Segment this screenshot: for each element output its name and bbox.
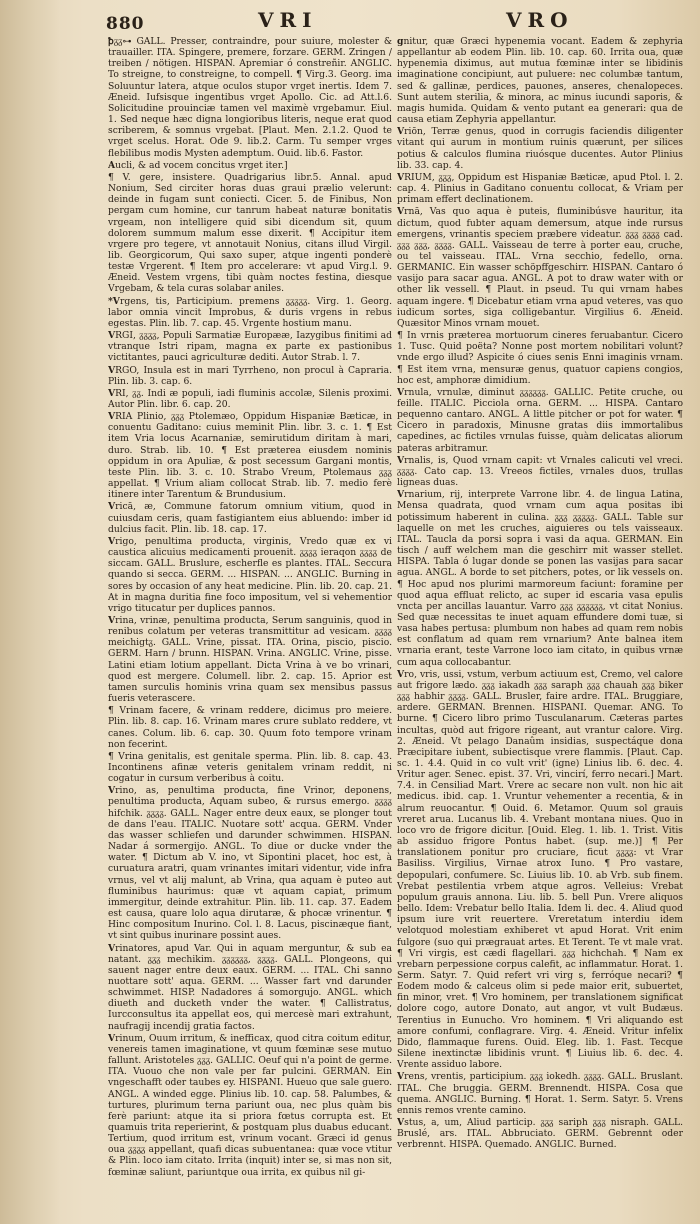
dictionary-entry: Vrina, vrinæ, penultima producta, Serum sanguinis, quod in renibus colatum per veteras transmittitur ad vesicam. ᵹᵹᵹᵹ meichigtᵹ. GALL. Vrine, pissat. ITA. Orina, piscio, piscio. GERM. Harn / brunn. HISPAN. Vrina. ANGLIC. Vrine, pisse. Latini etiam lotium appellant. Dicta Vrina à ve bo vrinari, quod est mergere. Columell. libr. 2. cap. 15. Aprior est tamen surculis hominis vrina quam sex mensibus passus fueris veterascere.: [108, 614, 392, 705]
dictionary-entry: ¶ Vrinam facere, & vrinam reddere, dicimus pro meiere. Plin. lib. 8. cap. 16. Vrinam mares crure sublato reddere, vt canes. Colum. lib. 6. cap. 30. Quum foto tempore vrinam non fecerint.: [108, 705, 392, 750]
dictionary-entry: Vrinatores, apud Var. Qui in aquam merguntur, & sub ea natant. ᵹᵹᵹ mechikim. ᵹᵹᵹᵹᵹᵹ, ᵹᵹᵹᵹ. GALL. Plongeons, qui sauent nager entre deux eaux. GERM. ... ITAL. Chi sanno nuottare sott' aqua. GERM. ... Wasser fart vnd darunder schwimmet. HISP. Nadadores á somorgujo. ANGL. which diueth and ducketh vnder the water. ¶ Callistratus, Iurcconsultus ita appellat eos, qui mercesè mari extrahunt, naufragij incendij gratia factos.: [108, 942, 392, 1032]
running-head-left: VRI: [258, 8, 318, 32]
dictionary-entry: Vriōn, Terræ genus, quod in corrugis faciendis diligenter vitant qui aurum in montium ruinis quærunt, per silices potius & calculos flumina riuósque ducentes. Autor Plinius lib. 33. cap. 4.: [397, 126, 683, 171]
right-column: [397, 36, 683, 1208]
dictionary-entry: Vrnalis, is, Quod vrnam capit: vt Vrnales calicuti vel vreci. ᵹᵹᵹᵹ. Cato cap. 13. Vreeos fictiles, vrnales duos, trullas ligneas duas.: [397, 454, 683, 489]
dictionary-entry: Vrnarium, rij, interprete Varrone libr. 4. de lingua Latina, Mensa quadrata, quod vrnam cum aqua positas ibi potissimum haberent in culina. ᵹᵹᵹ ᵹᵹᵹᵹᵹ. GALL. Table sur laquelle on met les cruches, aiguieres ou tels vaisseaux. ITAL. Taucla da porsi sopra i vasi da aqua. GERMAN. Ein tisch / auff welchem man die geschirr mit wasser stellet. HISPA. Tabla ó lugar donde se ponen las vasijas para sacar agua. ANGL. A borde to set pitchers, potes, or lik vessels on. ¶ Hoc apud nos plurimi marmoreum faciunt: foramine per quod aqua effluat relicto, ac super id escaria vasa epulis vncta per ancillas lauantur. Varro ᵹᵹᵹ ᵹᵹᵹᵹᵹᵹ, vt citat Nonius. Sed quæ necessitas te inuet aquam effundere domi tuæ, si vasa habes pertusa: plumbum non habes ad quam rem nobis est conflatum ad quam rem vrnarium? Ante balnea item vrnaria erant, teste Varrone loco iam citato, in quibus vrnæ cum aqua collocabantur.: [397, 489, 683, 668]
dictionary-entry: VRIUM, ᵹᵹᵹ, Oppidum est Hispaniæ Bæticæ, apud Ptol. l. 2. cap. 4. Plinius in Gaditano conuentu collocat, & Vriam per primam effert declinationem.: [397, 171, 683, 206]
dictionary-entry: Aucli, & ad vocem concitus vrget iter.]: [108, 159, 288, 171]
dictionary-entry: ¶ In vrnis præterea mortuorum cineres feruabantur. Cicero 1. Tusc. Quid poëta? Nonne post mortem nobilitari volunt? vnde ergo illud? Aspicite ó ciues senis Enni imaginis vrnam. ¶ Est item vrna, mensuræ genus, quatuor capiens congios, hoc est, amphoræ dimidium.: [397, 330, 683, 386]
dictionary-entry: Vricā, æ, Commune fatorum omnium vitium, quod in cuiusdam ceris, quam fastigiantem eius abluendo: imber id dulcius facit. Plin. lib. 18. cap. 17.: [108, 501, 392, 535]
dictionary-entry: Vrnā, Vas quo aqua è puteis, fluminibúsve hauritur, ita dictum, quod fubter aquam demersum, atque inde rursus emergens, vrinantis speciem præbere videatur. ᵹᵹᵹ ᵹᵹᵹᵹ cad. ᵹᵹᵹ ᵹᵹᵹ, ᵹᵹᵹᵹ. GALL. Vaisseau de terre à porter eau, cruche, ou tel vaisseau. ITAL. Vrna secchio, fedello, orna. GERMANIC. Ein wasser schöpffgeschirr. HISPAN. Cantaro ó vasijo para sacar agua. ANGL. A pot to draw water with or other lik vessell. ¶ Plaut. in pseud. Tu qui vrnam habes aquam ingere. ¶ Dicebatur etiam vrna apud veteres, vas quo iudicum sortes, siga colligebantur. Virgilius 6. Æneid. Quæsitor Minos vrnam mouet.: [397, 206, 683, 329]
dictionary-entry: ¶ V. gere, insistere. Quadrigarius libr.5. Annal. apud Nonium, Sed circiter horas duas graui prælio velerunt: deinde in fugam sunt coniecti. Cicer. 5. de Finibus, Non pergam cum homine, cur tanrum habeat naturæ bonitatis vrgeam, non intelligere quid sibi dicendum sit, quum dolorem summum malum esse dixerit. ¶ Accipitur item vrgere pro tegere, vt annotauit Nonius, citans illud Virgil. lib. Georgicorum, Qui saxo super, atque ingenti ponderè testæ Vrgerent. ¶ Item pro accelerare: vt apud Virg.l. 9. Æneid. Vestem vrgens, tibi quàm noctes festina, diesque Vrgebam, & tela curas solabar aniles.: [108, 171, 392, 295]
dictionary-entry: VRGO, Insula est in mari Tyrrheno, non procul à Capraria. Plin. lib. 3. cap. 6.: [108, 364, 392, 387]
dictionary-entry: ¶ Vrina genitalis, est genitale sperma. Plin. lib. 8. cap. 43. Incontinens afinæ veteris genitalem vrinam reddit, ni cogatur in cursum verberibus à coitu.: [108, 750, 392, 785]
page-header: [0, 0, 700, 40]
dictionary-entry: Vrnula, vrnulæ, diminut ᵹᵹᵹᵹᵹᵹ. GALLIC. Petite cruche, ou feille. ITALIC. Picciola orna. GERM. ... HISPA. Cantaro pequenno cantaro. ANGL. A little pitcher or pot for water. ¶ Cicero in paradoxis, Minusne gratas diis immortalibus capedines, ac fictiles vrnulas fuisse, quàm delicatas aliorum pateras arbitramur.: [397, 386, 683, 454]
dictionary-entry: Vro, vris, ussi, vstum, verbum actiuum est, Cremo, vel calore aut frigore lædo. ᵹᵹᵹ iakadh ᵹᵹᵹ saraph ᵹᵹᵹ chauah ᵹᵹᵹ biker ᵹᵹᵹ habhir ᵹᵹᵹᵹ. GALL. Brusler, faire ardre. ITAL. Bruggiare, ardere. GERMAN. Brennen. HISPANI. Quemar. ANG. To burne. ¶ Cicero libro primo Tusculanarum. Cæteras partes incultas, quòd aut frigore rigeant, aut vrantur calore. Virg. 2. Æneid. Vt pelago Danaûm insidias, suspectáque dona Præcipitare iubent, subiectisque vrere flammis. [Plaut. Cap. sc. 1. 4.4. Quid in co vult vrit' (igne) Linius lib. 6. dec. 4. Vritur ager. Senec. epist. 37. Vri, vincirí, ferro necari.] Mart. 7.4. in Censiliad Mart. Vrere ac secare non vult. non hic ait medicus. ibid. cap. 1. Vruntur vehementer a recentia, & in alrum reuocantur. ¶ Ouid. 6. Metamor. Quum sol grauis vreret arua. Lucanus lib. 4. Vrebant montana niues. Quo in loco vro de frigore dicitur. [Ouid. Eleg. 1. lib. 1. Trist. Vitis ab assiduo frigore Pontus habet. (sup. me.)] ¶ Per translationem ponitur pro cruciare, ficut ᵹᵹᵹᵹ: vt Vrar Basiliss. Virgilius, Virnae atrox Iuno. ¶ Pro vastare, depopulari, confumere. Sc. Liuius lib. 10. ab Vrb. sub finem. Vrebat pestilentia vrbem atque agros. Velleius: Vrebat populum grauis annona. Liu. lib. 5. bell Pun. Vrere aliquos bello. Idem: Vrebatur bello Italia. Idem li. dec. 4. Aliud quod ipsum iure vrit reuertere. Vreretatum interdiu idem velotquod molestiam exhiberet vt apud Horat. Vrit enim fulgore (suo qui prægrauat artes. Et Terent. Te vt male vrat. ¶ Vri virgis, est cædi flagellari. ᵹᵹᵹ hichchah. ¶ Nam ex vrebarn perpessione corpus calefit, ac inflammatur. Horat. 1. Serm. Satyr. 7. Quid refert vri virg s, ferróque necari? ¶ Eodem modo & calceus olim si pede maior erit, subuertet, fin minor, vret. ¶ Vro hominem, per translationem significat dolore cogo, autore Donato, aut angor, vt vult Budæus. Terentius in Eunucho. Vro hominem. ¶ Vri aliquando est amore confumi, conflagrare. Virg. 4. Æneid. Vritur infelix Dido, flammaque furens. Ouid. Eleg. lib. 1. Fast. Tecque Silene inextinctæ libidinis vrunt. ¶ Liuius lib. 6. dec. 4. Vrente assiduo labore.: [397, 668, 683, 1071]
dictionary-entry: VRIA Plinio, ᵹᵹᵹ Ptolemæo, Oppidum Hispaniæ Bæticæ, in conuentu Gaditano: cuius meminit Plin. libr. 3. c. 1. ¶ Est item Vria locus Acarnaniæ, semirutidum diritam à mari, duro. Strab. lib. 10. ¶ Est præterea eiusdem nominis oppidum in ora Apuliæ, & post secessum Gargani montis, teste Plin. lib. 3. c. 10. Strabo Vreum, Ptolemaus ᵹᵹᵹ appellat. ¶ Vrium aliam collocat Strab. lib. 7. medio ferè itinere inter Tarentum & Brundusium.: [108, 411, 392, 501]
running-head-right: VRO: [506, 8, 574, 32]
dictionary-entry: Vrigo, penultima producta, virginis, Vredo quæ ex vi caustica alicuius medicamenti prouenit. ᵹᵹᵹᵹ ieraqon ᵹᵹᵹᵹ de siccam. GALL. Bruslure, escherfle es plantes. ITAL. Seccura quando si secca. GERM. ... HISPAN. ... ANGLIC. Burning in sores by occasion of any heat medicine. Plin. lib. 20. cap. 21. At in magna duritia fine foco impositum, vel si vehementior vrigo titucatur per duplices pannos.: [108, 535, 392, 614]
dictionary-entry: *Vrgens, tis, Participium. premens ᵹᵹᵹᵹᵹ. Virg. 1. Georg. labor omnia vincit Improbus, & duris vrgens in rebus egestas. Plin. lib. 7. cap. 45. Vrgente hostium manu.: [108, 295, 392, 329]
dictionary-entry: ꝥᵹᵹ⊶ GALL. Presser, contraindre, pour suiure, molester & trauailler. ITA. Spingere, premere, forzare. GERM. Zringen / treiben / nötigen. HISPAN. Apremiar ó constreñir. ANGLIC. To streigne, to constreigne, to compell. ¶ Virg.3. Georg. ima Soluuntur latera, atque oculos stupor vrget inertis. Idem 7. Æneid. Iufsisque ingentibus vrget Apollo. Cic. ad Att.l.6. Solicitudine prouinciæ tamen vel maximè vrgebamur. Eiul. 1. Sed neque hæc digna longioribus literis, neque erat quod scriberem, & somnus vrgebat. [Plaut. Men. 2.1.2. Quod te vrget scelus. Horat. Ode 9. lib.2. Carm. Tu semper vrges flebilibus modis Mysten ademptum. Ouid. lib.6. Fastor.: [108, 36, 392, 159]
dictionary-entry: Vrinum, Ouum irritum, & inefficax, quod citra coitum editur, venereis tamen imaginatione, vt quum fœminæ sese mutuo fallunt. Aristoteles ᵹᵹᵹ. GALLIC. Oeuf qui n'a point de germe. ITA. Vuouo che non vale per far pulcini. GERMAN. Ein vngeschafft oder taubes ey. HISPANI. Hueuo que sale guero. ANGL. A winded egge. Plinius lib. 10. cap. 58. Palumbes, & turtures, plurimum terna pariunt oua, nec plus quàm bis ferè pariunt: atque ita si priora fœtus corrupta est. Et quamuis trita reperierint, & postquam plus duabus educant. Tertium, quod irritum est, vrinum vocant. Græci id genus oua ᵹᵹᵹᵹ appellant, quafi dicas subuentanea: quæ voce vtitur & Plin. loco iam citato. Irrita (inquit) inter se, si mas non sit, fœminæ saliunt, pariuntque oua irrita, ex quibus nil gi-: [108, 1032, 392, 1178]
dictionary-entry: Vrino, as, penultima producta, fine Vrinor, deponens, penultima producta, Aquam subeo, & rursus emergo. ᵹᵹᵹᵹ hifchik. ᵹᵹᵹᵹ. GALL. Nager entre deux eaux, se plonger tout de dans l'eau. ITALIC. Nuotare sott' acqua. GERM. Vnder das wasser schliefen und darunder schwimmen. HISPAN. Nadar á sormergijo. ANGL. To diue or ducke vnder the water. ¶ Dictum ab V. ino, vt Sipontini placet, hoc est, à curuatura aratri, quam vrinantes imitari videntur, vide infra vrnus, vel vt alij malunt, ab Vrina, qua aquam è puteo aut fluminibus haurimus: quæ vt aquam capiat, primum immergitur, deinde extrahitur. Plin. lib. 11. cap. 37. Eadem est causa, quare lolo aqua dirutaræ, & phocæ vrinentur. ¶ Hinc compositum Inurino. Col. l. 8. Lacus, piscinæque fiant, vt sint quibus inurinare possint aues.: [108, 785, 392, 942]
page-gutter-shadow: [0, 0, 60, 1224]
page-number: 880: [106, 14, 145, 34]
dictionary-entry: gnitur, quæ Græci hypenemia vocant. Eadem & zephyria appellantur ab eodem Plin. lib. 10. cap. 60. Irrita oua, quæ hypenemia diximus, aut mutua fœminæ inter se libidinis imaginatione concipiunt, aut puluere: nec columbæ tantum, sed & gallinæ, perdices, pauones, anseres, chenalopeces. Sunt autem sterilia, & minora, ac minus iucundi saporis, & magis humida. Quidam & vento putant ea generari: qua de causa etiam Zephyria appellantur.: [397, 36, 683, 126]
dictionary-entry: VRI, ᵹᵹ. Indi æ populi, iadi fluminis accolæ, Silenis proximi. Autor Plin. libr. 6. cap. 20.: [108, 387, 392, 410]
dictionary-entry: VRGI, ᵹᵹᵹᵹ, Populi Sarmatiæ Europææ, Iazygibus finitimi ad vtranque Istri ripam, magna ex parte ex pastionibus victitantes, pauci agriculturæ dediti. Autor Strab. l. 7.: [108, 330, 392, 364]
dictionary-entry: Vrens, vrentis, participium. ᵹᵹᵹ iokedh. ᵹᵹᵹᵹ. GALL. Bruslant. ITAL. Che bruggia. GERM. Brennendt. HISPA. Cosa que quema. ANGLIC. Burning. ¶ Horat. 1. Serm. Satyr. 5. Vrens ennis remos vrente camino.: [397, 1071, 683, 1116]
left-column: [108, 36, 392, 1208]
dictionary-entry: Vstus, a, um, Aliud particip. ᵹᵹᵹ sariph ᵹᵹᵹ nisraph. GALL. Bruslé, ars. ITAL. Abbruciato. GERM. Gebrennt oder verbrennt. HISPA. Quemado. ANGLIC. Burned.: [397, 1117, 683, 1151]
